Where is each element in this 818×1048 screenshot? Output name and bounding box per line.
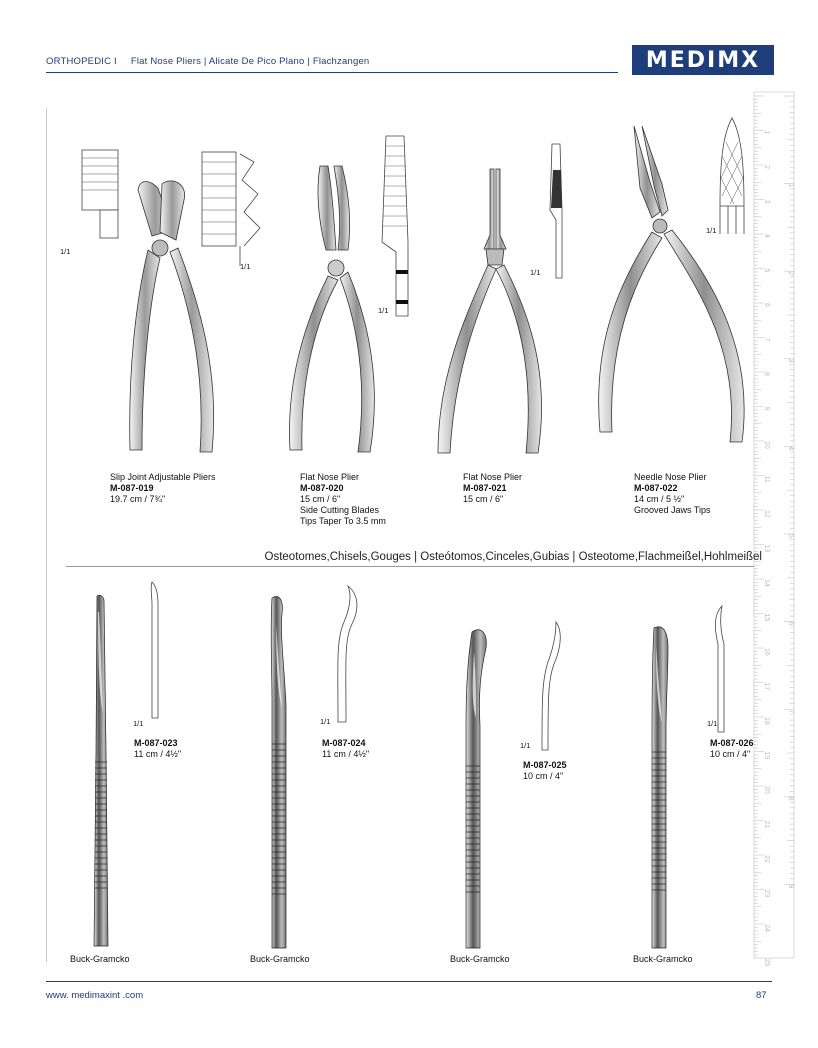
product-caption xyxy=(134,738,181,760)
ruler-inch-label: 5 xyxy=(787,534,794,538)
ruler-cm-label: 17 xyxy=(763,682,770,691)
product-code: M-087-025 xyxy=(523,760,567,770)
product-code: M-087-019 xyxy=(110,483,154,493)
product-name: Flat Nose Plier xyxy=(300,472,360,482)
osteotome-026-profile-icon xyxy=(708,604,732,734)
page-number: 87 xyxy=(756,990,767,1001)
product-caption xyxy=(322,738,369,760)
footer-website-link[interactable]: www. medimaxint .com xyxy=(46,990,144,1001)
ruler-cm-label: 11 xyxy=(763,475,770,483)
ruler-cm-label: 8 xyxy=(763,372,770,376)
ruler-cm-label: 24 xyxy=(763,924,770,932)
ruler-body xyxy=(754,92,794,958)
scale-label: 1/1 xyxy=(240,262,251,271)
flat-nose-020-tip-detail-icon xyxy=(376,132,416,318)
header-title: Flat Nose Pliers | Alicate De Pico Plano | Flachzangen xyxy=(130,56,370,67)
osteotome-024-profile-icon xyxy=(328,584,362,724)
header-category: ORTHOPEDIC I xyxy=(46,56,117,67)
instrument-type-label: Buck-Gramcko xyxy=(633,954,693,964)
ruler-cm-label: 13 xyxy=(763,544,770,553)
ruler-cm-label: 19 xyxy=(763,751,770,760)
product-caption xyxy=(110,472,216,505)
product-size: 11 cm / 4½" xyxy=(322,749,370,759)
product-size: 14 cm / 5 ½" xyxy=(634,494,685,504)
ruler-cm-label: 16 xyxy=(763,648,770,656)
scale-label: 1/1 xyxy=(133,719,144,728)
scale-label: 1/1 xyxy=(60,247,71,256)
product-note: Grooved Jaws Tips xyxy=(634,505,711,515)
ruler-cm-label: 23 xyxy=(763,889,770,898)
product-name: Needle Nose Plier xyxy=(634,472,707,482)
ruler-inch-label: 9 xyxy=(787,884,794,889)
ruler-cm-label: 18 xyxy=(763,717,770,725)
scale-label: 1/1 xyxy=(707,719,718,728)
ruler-cm-label: 10 xyxy=(763,441,770,449)
ruler-cm-label: 4 xyxy=(763,234,770,238)
ruler-cm-label: 20 xyxy=(763,786,770,794)
product-code: M-087-020 xyxy=(300,483,344,493)
product-code: M-087-022 xyxy=(634,483,678,493)
product-code: M-087-024 xyxy=(322,738,366,748)
ruler-cm-label: 2 xyxy=(763,165,770,169)
ruler-cm-label: 25 xyxy=(763,958,770,967)
ruler-cm-label: 5 xyxy=(763,268,770,273)
product-size: 10 cm / 4" xyxy=(523,771,564,781)
scale-label: 1/1 xyxy=(320,717,331,726)
needle-nose-tip-detail-icon xyxy=(712,116,752,236)
ruler-cm-label: 21 xyxy=(763,820,770,829)
ruler-cm-label: 6 xyxy=(763,303,770,307)
product-size: 15 cm / 6" xyxy=(463,494,504,504)
ruler-inch-label: 3 xyxy=(787,358,794,363)
product-name: Flat Nose Plier xyxy=(463,472,523,482)
header-rule xyxy=(46,72,618,73)
ruler-cm-label: 3 xyxy=(763,199,770,204)
product-code: M-087-021 xyxy=(463,483,507,493)
product-name: Slip Joint Adjustable Pliers xyxy=(110,472,216,482)
footer-rule xyxy=(46,981,772,982)
product-note: Tips Taper To 3.5 mm xyxy=(300,516,386,526)
scale-label: 1/1 xyxy=(530,268,541,277)
slip-joint-jaw-detail-icon xyxy=(200,150,270,270)
instrument-type-label: Buck-Gramcko xyxy=(450,954,510,964)
flat-nose-021-tip-detail-icon xyxy=(542,140,572,280)
product-caption xyxy=(300,472,386,527)
section-title: Osteotomes,Chisels,Gouges | Osteótomos,Cinceles,Gubias | Osteotome,Flachmeißel,Hohlmeißel xyxy=(264,551,762,563)
ruler-inch-label: 8 xyxy=(787,796,794,801)
section-rule xyxy=(66,566,754,567)
ruler-cm-label: 7 xyxy=(763,337,770,342)
osteotome-025-illustration xyxy=(458,626,494,950)
ruler-cm-label: 1 xyxy=(763,130,770,135)
flat-nose-plier-021-illustration xyxy=(430,165,560,460)
ruler-inch-label: 1 xyxy=(787,183,794,188)
osteotome-025-profile-icon xyxy=(534,620,568,752)
ruler-cm-label: 9 xyxy=(763,406,770,411)
header-breadcrumb xyxy=(46,56,369,67)
instrument-type-label: Buck-Gramcko xyxy=(70,954,130,964)
osteotome-023-profile-icon xyxy=(144,580,164,720)
scale-label: 1/1 xyxy=(378,306,389,315)
product-caption xyxy=(463,472,522,505)
product-code: M-087-023 xyxy=(134,738,178,748)
scale-label: 1/1 xyxy=(520,741,531,750)
scale-label: 1/1 xyxy=(706,226,717,235)
product-note: Side Cutting Blades xyxy=(300,505,380,515)
product-caption xyxy=(710,738,754,760)
ruler-cm-label: 22 xyxy=(763,855,770,863)
ruler-cm-label: 12 xyxy=(763,510,770,518)
ruler-inch-label: 7 xyxy=(787,709,794,714)
ruler-inch-label: 6 xyxy=(787,621,794,626)
ruler-cm-label: 14 xyxy=(763,579,770,587)
ruler-inch-label: 2 xyxy=(787,271,794,276)
osteotome-023-illustration xyxy=(86,592,116,948)
product-size: 19.7 cm / 7¾" xyxy=(110,494,166,504)
product-caption xyxy=(634,472,711,516)
measuring-ruler xyxy=(754,92,794,967)
ruler-inch-label: 4 xyxy=(787,446,794,451)
product-size: 15 cm / 6" xyxy=(300,494,341,504)
product-size: 11 cm / 4½" xyxy=(134,749,182,759)
product-size: 10 cm / 4" xyxy=(710,749,751,759)
product-caption xyxy=(523,760,567,782)
ruler-cm-label: 15 xyxy=(763,613,770,622)
brand-logo: MEDIMX xyxy=(632,45,774,75)
osteotome-024-illustration xyxy=(262,594,296,950)
instrument-type-label: Buck-Gramcko xyxy=(250,954,310,964)
product-code: M-087-026 xyxy=(710,738,754,748)
osteotome-026-illustration xyxy=(646,622,676,950)
frame-line xyxy=(46,108,47,962)
